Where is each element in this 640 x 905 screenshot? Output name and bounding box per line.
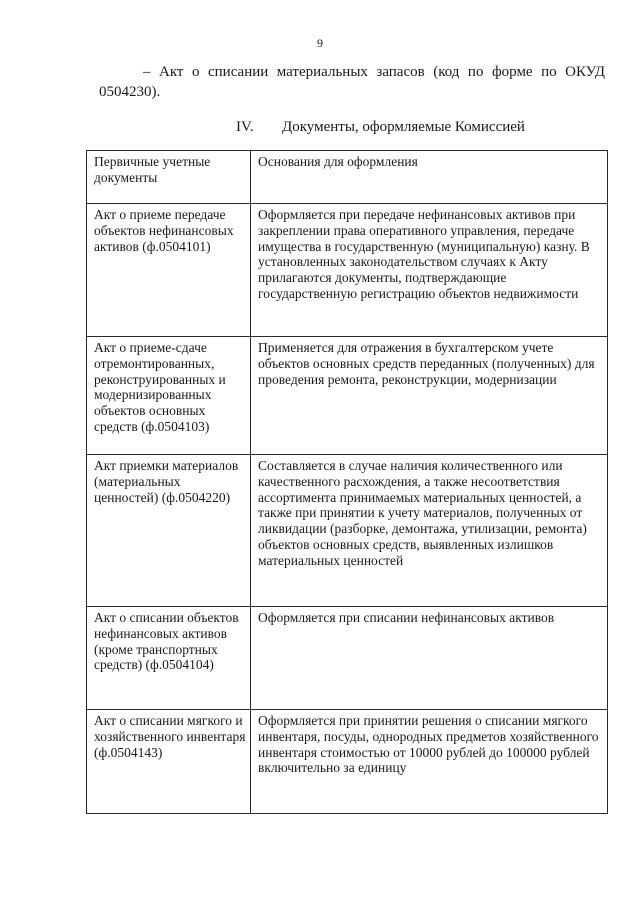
document-cell: Акт о списании мягкого и хозяйственного инвентаря (ф.0504143) bbox=[87, 710, 251, 814]
document-cell: Акт о списании объектов нефинансовых активов (кроме транспортных средств) (ф.0504104) bbox=[87, 607, 251, 710]
basis-cell: Применяется для отражения в бухгалтерском учете объектов основных средств переданных (полученных) для проведения ремонта, реконструкции, модернизации bbox=[251, 337, 608, 455]
documents-table bbox=[86, 150, 608, 814]
basis-cell: Составляется в случае наличия количественного или качественного расхождения, а также несоответствия ассортимента принимаемых материальных ценностей, а также при принятии к учету материалов, полученных от ликвидации (разборке, демонтажа, утилизации, ремонта) объектов основных средств, выявленных излишков материальных ценностей bbox=[251, 455, 608, 607]
table-row bbox=[87, 710, 608, 814]
document-cell: Акт о приеме передаче объектов нефинансовых активов (ф.0504101) bbox=[87, 204, 251, 337]
basis-cell: Оформляется при передаче нефинансовых активов при закреплении права оперативного управления, передаче имущества в государственную (муниципальную) казну. В установленных законодательством случаях к Акту прилагаются документы, подтверждающие государственную регистрацию объектов недвижимости bbox=[251, 204, 608, 337]
basis-cell: Оформляется при списании нефинансовых активов bbox=[251, 607, 608, 710]
basis-cell: Оформляется при принятии решения о списании мягкого инвентаря, посуды, однородных предметов хозяйственного инвентаря стоимостью от 10000 рублей до 100000 рублей включительно за единицу bbox=[251, 710, 608, 814]
table-row bbox=[87, 455, 608, 607]
section-heading bbox=[236, 117, 525, 137]
table-header-row bbox=[87, 151, 608, 204]
table-row bbox=[87, 204, 608, 337]
header-documents: Первичные учетные документы bbox=[87, 151, 251, 204]
table-row bbox=[87, 607, 608, 710]
document-cell: Акт приемки материалов (материальных ценностей) (ф.0504220) bbox=[87, 455, 251, 607]
section-number: IV. bbox=[236, 119, 254, 135]
table-row bbox=[87, 337, 608, 455]
intro-paragraph bbox=[99, 62, 605, 102]
section-title: Документы, оформляемые Комиссией bbox=[282, 119, 525, 135]
intro-text: – Акт о списании материальных запасов (код по форме по ОКУД 0504230). bbox=[99, 64, 605, 100]
header-basis: Основания для оформления bbox=[251, 151, 608, 204]
page-number: 9 bbox=[317, 36, 323, 50]
document-cell: Акт о приеме-сдаче отремонтированных, реконструированных и модернизированных объектов основных средств (ф.0504103) bbox=[87, 337, 251, 455]
